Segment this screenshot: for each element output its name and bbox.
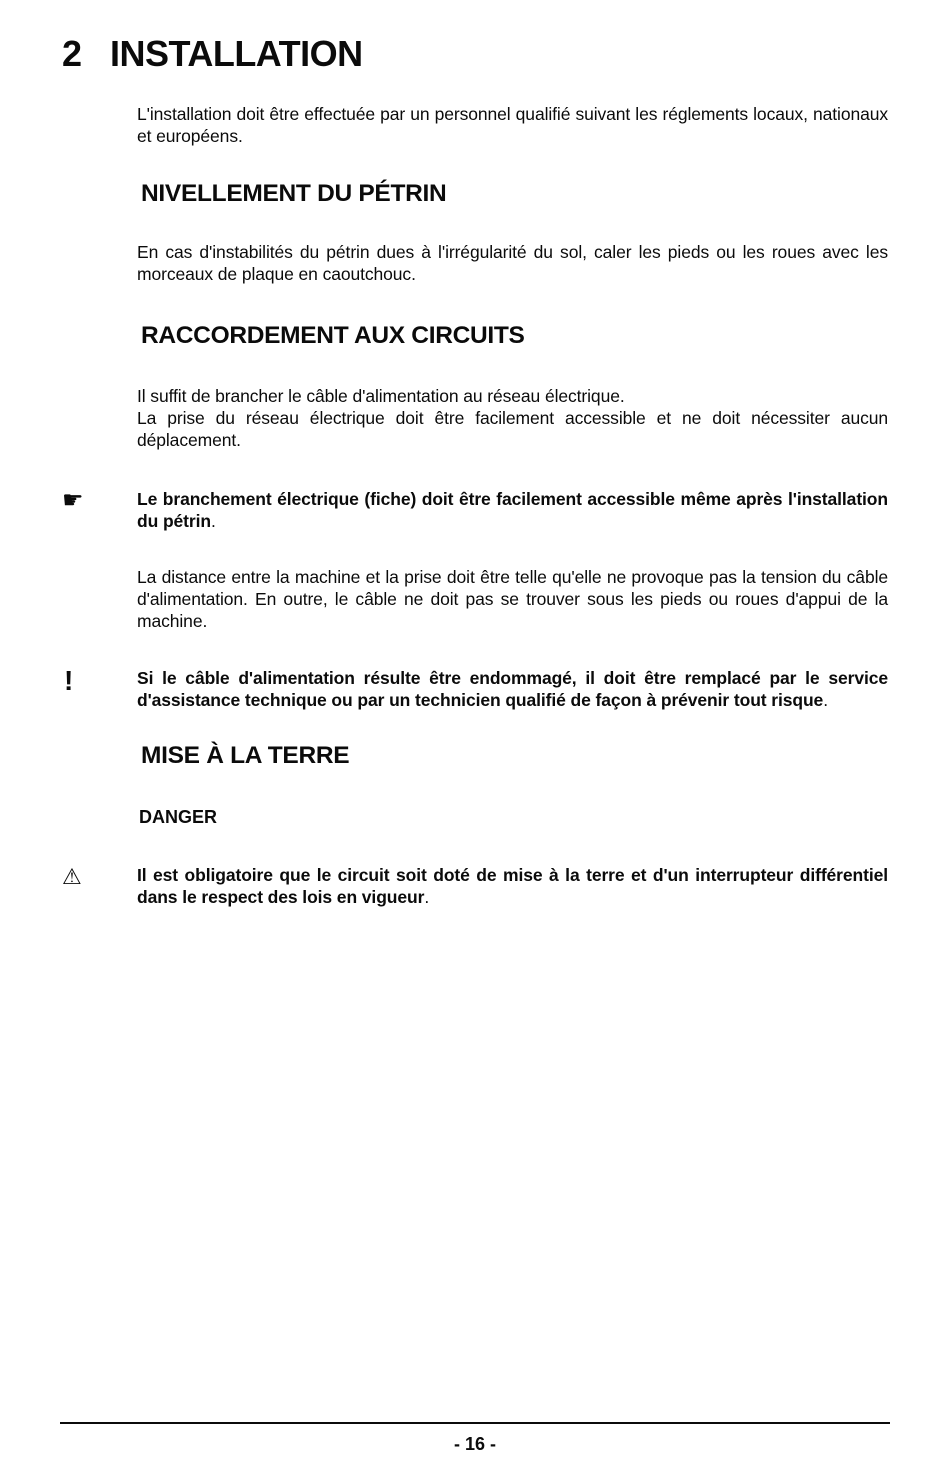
section-heading-raccordement: RACCORDEMENT AUX CIRCUITS <box>141 322 525 349</box>
paragraph-raccordement <box>0 385 950 451</box>
note-text <box>137 668 888 711</box>
footer-rule <box>60 1422 890 1424</box>
chapter-heading <box>62 32 950 76</box>
note-bold-text: Si le câble d'alimentation résulte être endommagé, il doit être remplacé par le service d'assistance technique ou par un technicien qualifié de façon à prévenir tout risque <box>137 668 888 710</box>
note-damaged-cable <box>62 665 888 711</box>
note-period: . <box>210 510 216 531</box>
chapter-title: INSTALLATION <box>110 33 363 74</box>
section-heading-mise-a-la-terre: MISE À LA TERRE <box>141 742 350 769</box>
danger-label: DANGER <box>139 807 218 827</box>
pointing-hand-icon: ☛ <box>62 487 84 514</box>
manual-page <box>0 32 950 1475</box>
note-period: . <box>823 689 828 710</box>
note-period: . <box>424 886 430 907</box>
note-text <box>137 865 888 908</box>
warning-triangle-icon: ⚠ <box>62 864 82 889</box>
note-bold-text: Le branchement électrique (fiche) doit être facilement accessible même après l'installation du pétrin <box>137 489 888 531</box>
note-plug-accessible <box>62 489 888 532</box>
exclamation-icon: ! <box>64 665 74 696</box>
page-number: - 16 - <box>453 1434 496 1454</box>
note-bold-text: Il est obligatoire que le circuit soit doté de mise à la terre et d'un interrupteur différentiel dans le respect des lois en vigueur <box>137 865 888 907</box>
paragraph-line: Il suffit de brancher le câble d'alimentation au réseau électrique. <box>137 386 625 406</box>
chapter-number: 2 <box>62 33 82 74</box>
paragraph-nivellement: En cas d'instabilités du pétrin dues à l'irrégularité du sol, caler les pieds ou les roues avec les morceaux de plaque en caoutchouc. <box>137 242 888 284</box>
intro-paragraph: L'installation doit être effectuée par un personnel qualifié suivant les réglements locaux, nationaux et européens. <box>137 104 888 146</box>
note-grounding <box>62 865 888 908</box>
section-heading-nivellement: NIVELLEMENT DU PÉTRIN <box>141 180 447 207</box>
paragraph-distance: La distance entre la machine et la prise doit être telle qu'elle ne provoque pas la tension du câble d'alimentation. En outre, le câble ne doit pas se trouver sous les pieds ou roues d'appui de la machine. <box>137 567 888 631</box>
paragraph-line: La prise du réseau électrique doit être facilement accessible et ne doit nécessiter aucun déplacement. <box>137 408 888 450</box>
note-text <box>137 489 888 532</box>
